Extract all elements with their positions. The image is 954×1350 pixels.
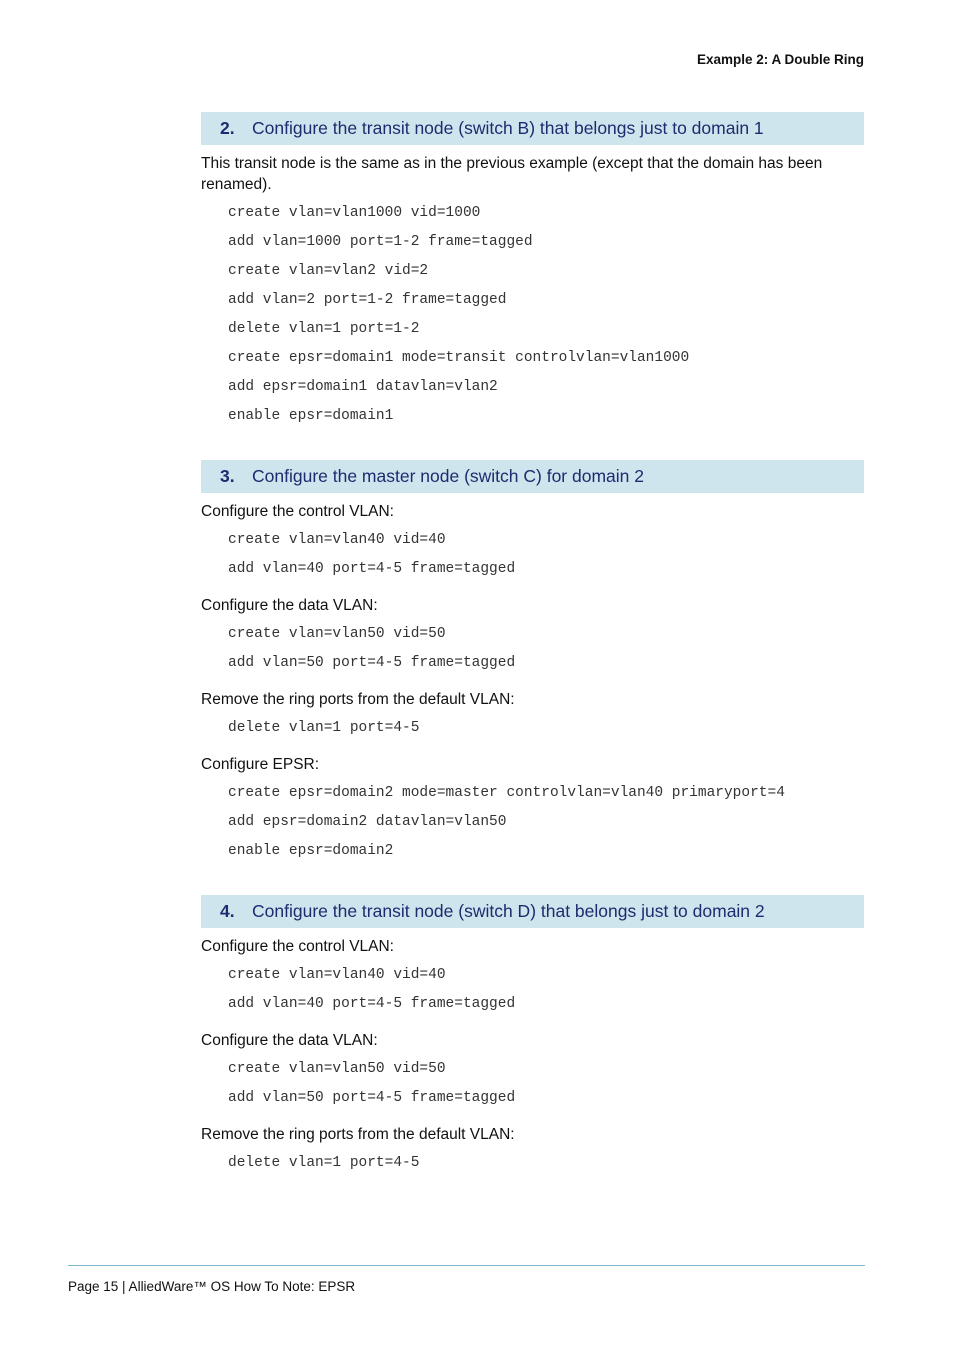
code-block (201, 1055, 864, 1113)
code-block (201, 620, 864, 678)
step-label: Configure the control VLAN: (201, 938, 394, 955)
code-line: delete vlan=1 port=4-5 (228, 1155, 420, 1171)
section-number: 2. (220, 118, 235, 138)
code-line: enable epsr=domain1 (228, 408, 394, 424)
running-header: Example 2: A Double Ring (696, 52, 864, 67)
step-label: Configure the data VLAN: (201, 597, 378, 614)
code-line: create epsr=domain1 mode=transit controlvlan=vlan1000 (228, 350, 690, 366)
code-line: add vlan=2 port=1-2 frame=tagged (228, 292, 507, 308)
page-content (201, 112, 864, 1178)
step-label: Remove the ring ports from the default VLAN: (201, 1126, 515, 1143)
section-heading-3 (201, 460, 864, 493)
code-block (201, 1149, 864, 1178)
code-line: create vlan=vlan40 vid=40 (228, 967, 446, 983)
code-line: create vlan=vlan1000 vid=1000 (228, 205, 481, 221)
section-title: Configure the transit node (switch B) that belongs just to domain 1 (252, 118, 764, 138)
code-block (201, 526, 864, 584)
section-heading-4 (201, 895, 864, 928)
footer-divider (68, 1265, 865, 1266)
code-block (201, 779, 864, 866)
code-line: add vlan=40 port=4-5 frame=tagged (228, 996, 516, 1012)
code-block (201, 199, 864, 431)
code-line: add vlan=50 port=4-5 frame=tagged (228, 655, 516, 671)
code-line: add vlan=50 port=4-5 frame=tagged (228, 1090, 516, 1106)
code-line: create vlan=vlan50 vid=50 (228, 626, 446, 642)
section-number: 3. (220, 466, 235, 486)
code-line: add vlan=1000 port=1-2 frame=tagged (228, 234, 533, 250)
code-line: enable epsr=domain2 (228, 843, 394, 859)
code-line: create vlan=vlan50 vid=50 (228, 1061, 446, 1077)
step-label: Remove the ring ports from the default VLAN: (201, 691, 515, 708)
code-line: add epsr=domain2 datavlan=vlan50 (228, 814, 507, 830)
code-line: add vlan=40 port=4-5 frame=tagged (228, 561, 516, 577)
page-footer: Page 15 | AlliedWare™ OS How To Note: EPSR (68, 1279, 356, 1294)
section-number: 4. (220, 901, 235, 921)
section-heading-2 (201, 112, 864, 145)
step-label: Configure EPSR: (201, 756, 320, 773)
section-title: Configure the master node (switch C) for domain 2 (252, 466, 644, 486)
code-block (201, 961, 864, 1019)
code-block (201, 714, 864, 743)
code-line: delete vlan=1 port=1-2 (228, 321, 420, 337)
code-line: delete vlan=1 port=4-5 (228, 720, 420, 736)
step-label: Configure the control VLAN: (201, 503, 394, 520)
section-intro: This transit node is the same as in the previous example (except that the domain has been renamed). (201, 155, 823, 193)
code-line: add epsr=domain1 datavlan=vlan2 (228, 379, 498, 395)
code-line: create epsr=domain2 mode=master controlvlan=vlan40 primaryport=4 (228, 785, 785, 801)
step-label: Configure the data VLAN: (201, 1032, 378, 1049)
section-title: Configure the transit node (switch D) that belongs just to domain 2 (252, 901, 765, 921)
code-line: create vlan=vlan40 vid=40 (228, 532, 446, 548)
code-line: create vlan=vlan2 vid=2 (228, 263, 429, 279)
